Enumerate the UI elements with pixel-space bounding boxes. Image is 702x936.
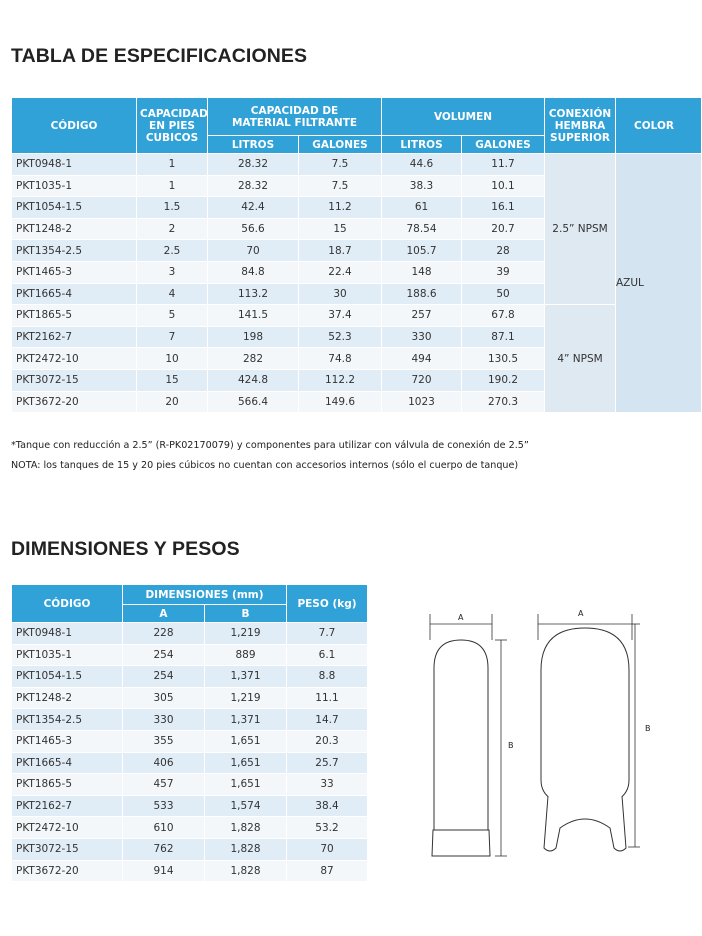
spec-cell-material-galones: 37.4 <box>299 305 382 327</box>
spec-cell-capacidad: 4 <box>137 283 208 305</box>
dims-cell-a: 610 <box>123 817 205 839</box>
spec-cell-volumen-litros: 494 <box>382 348 462 370</box>
dims-cell-codigo: PKT0948-1 <box>12 623 123 645</box>
dims-cell-codigo: PKT1865-5 <box>12 774 123 796</box>
dims-cell-codigo: PKT1465-3 <box>12 730 123 752</box>
spec-header-material-litros: LITROS <box>208 136 299 154</box>
dims-cell-b: 1,651 <box>205 752 287 774</box>
spec-cell-material-galones: 112.2 <box>299 369 382 391</box>
spec-cell-codigo: PKT1354-2.5 <box>12 240 137 262</box>
tank2-label-a: A <box>578 609 584 618</box>
dims-cell-codigo: PKT1354-2.5 <box>12 709 123 731</box>
spec-cell-capacidad: 20 <box>137 391 208 413</box>
tank2-legs <box>544 796 626 851</box>
dims-cell-b: 1,651 <box>205 774 287 796</box>
spec-cell-capacidad: 5 <box>137 305 208 327</box>
spec-cell-volumen-litros: 44.6 <box>382 154 462 176</box>
spec-cell-material-galones: 18.7 <box>299 240 382 262</box>
dims-cell-codigo: PKT3672-20 <box>12 860 123 882</box>
spec-cell-capacidad: 1.5 <box>137 197 208 219</box>
spec-cell-volumen-galones: 16.1 <box>462 197 545 219</box>
spec-header-conexion: CONEXIÓN HEMBRA SUPERIOR <box>545 98 616 154</box>
dims-table <box>11 584 368 882</box>
dims-cell-codigo: PKT2472-10 <box>12 817 123 839</box>
spec-header-volumen-litros: LITROS <box>382 136 462 154</box>
spec-cell-volumen-litros: 330 <box>382 326 462 348</box>
spec-cell-codigo: PKT1665-4 <box>12 283 137 305</box>
spec-row <box>12 305 702 327</box>
dims-row <box>12 687 368 709</box>
spec-cell-material-litros: 566.4 <box>208 391 299 413</box>
note-line-2: NOTA: los tanques de 15 y 20 pies cúbicos no cuentan con accesorios internos (sólo el cuerpo de tanque) <box>11 460 519 471</box>
dims-header-codigo: CÓDIGO <box>12 585 123 623</box>
tank1-label-a: A <box>458 613 464 622</box>
dims-cell-a: 355 <box>123 730 205 752</box>
dims-row <box>12 730 368 752</box>
notes <box>11 436 529 476</box>
spec-row <box>12 154 702 176</box>
spec-cell-capacidad: 15 <box>137 369 208 391</box>
tank2-body <box>541 628 629 806</box>
dims-cell-codigo: PKT1665-4 <box>12 752 123 774</box>
dims-section-title: DIMENSIONES Y PESOS <box>11 538 240 560</box>
spec-cell-capacidad: 10 <box>137 348 208 370</box>
tank1-body <box>434 640 488 830</box>
spec-cell-material-litros: 198 <box>208 326 299 348</box>
dims-cell-a: 330 <box>123 709 205 731</box>
dims-row <box>12 623 368 645</box>
spec-cell-codigo: PKT2472-10 <box>12 348 137 370</box>
dims-row <box>12 709 368 731</box>
spec-cell-volumen-galones: 87.1 <box>462 326 545 348</box>
dims-cell-peso: 7.7 <box>287 623 368 645</box>
dims-cell-b: 1,371 <box>205 666 287 688</box>
spec-cell-material-galones: 30 <box>299 283 382 305</box>
dims-cell-a: 533 <box>123 795 205 817</box>
spec-cell-material-litros: 56.6 <box>208 218 299 240</box>
dims-cell-b: 1,371 <box>205 709 287 731</box>
dims-cell-peso: 38.4 <box>287 795 368 817</box>
spec-cell-volumen-litros: 78.54 <box>382 218 462 240</box>
dims-row <box>12 644 368 666</box>
dims-cell-b: 1,574 <box>205 795 287 817</box>
spec-header-codigo: CÓDIGO <box>12 98 137 154</box>
spec-cell-volumen-litros: 188.6 <box>382 283 462 305</box>
spec-header-material: CAPACIDAD DE MATERIAL FILTRANTE <box>208 98 382 136</box>
dims-cell-a: 254 <box>123 666 205 688</box>
spec-cell-codigo: PKT3072-15 <box>12 369 137 391</box>
spec-cell-volumen-galones: 20.7 <box>462 218 545 240</box>
spec-cell-codigo: PKT1865-5 <box>12 305 137 327</box>
spec-cell-volumen-litros: 38.3 <box>382 175 462 197</box>
dims-cell-peso: 87 <box>287 860 368 882</box>
dims-cell-codigo: PKT1035-1 <box>12 644 123 666</box>
spec-header-volumen: VOLUMEN <box>382 98 545 136</box>
dims-cell-codigo: PKT1248-2 <box>12 687 123 709</box>
spec-cell-capacidad: 3 <box>137 261 208 283</box>
spec-cell-material-litros: 141.5 <box>208 305 299 327</box>
dims-header-b: B <box>205 605 287 623</box>
dims-cell-a: 914 <box>123 860 205 882</box>
dims-cell-a: 406 <box>123 752 205 774</box>
spec-header-volumen-galones: GALONES <box>462 136 545 154</box>
spec-cell-material-litros: 282 <box>208 348 299 370</box>
dims-cell-b: 1,219 <box>205 623 287 645</box>
dims-row <box>12 752 368 774</box>
spec-section-title: TABLA DE ESPECIFICACIONES <box>11 45 308 67</box>
spec-header-color: COLOR <box>616 98 702 154</box>
dims-cell-b: 1,651 <box>205 730 287 752</box>
dims-row <box>12 817 368 839</box>
dims-cell-peso: 53.2 <box>287 817 368 839</box>
spec-cell-material-litros: 113.2 <box>208 283 299 305</box>
spec-cell-codigo: PKT1465-3 <box>12 261 137 283</box>
dims-cell-b: 889 <box>205 644 287 666</box>
spec-cell-volumen-litros: 257 <box>382 305 462 327</box>
spec-cell-material-galones: 11.2 <box>299 197 382 219</box>
tank-diagram <box>410 600 660 870</box>
spec-cell-capacidad: 1 <box>137 175 208 197</box>
dims-cell-b: 1,828 <box>205 817 287 839</box>
spec-cell-material-galones: 149.6 <box>299 391 382 413</box>
dims-cell-a: 228 <box>123 623 205 645</box>
dims-cell-peso: 25.7 <box>287 752 368 774</box>
spec-cell-codigo: PKT1054-1.5 <box>12 197 137 219</box>
spec-cell-capacidad: 7 <box>137 326 208 348</box>
spec-cell-material-litros: 424.8 <box>208 369 299 391</box>
dims-cell-codigo: PKT2162-7 <box>12 795 123 817</box>
spec-cell-color: AZUL <box>616 154 702 413</box>
spec-cell-volumen-galones: 270.3 <box>462 391 545 413</box>
dims-header-peso: PESO (kg) <box>287 585 368 623</box>
spec-header-material-galones: GALONES <box>299 136 382 154</box>
spec-cell-volumen-litros: 61 <box>382 197 462 219</box>
dims-cell-peso: 11.1 <box>287 687 368 709</box>
spec-cell-volumen-galones: 28 <box>462 240 545 262</box>
dims-cell-peso: 33 <box>287 774 368 796</box>
spec-cell-material-litros: 28.32 <box>208 154 299 176</box>
dims-row <box>12 774 368 796</box>
tank1-base <box>432 830 490 856</box>
dims-cell-a: 254 <box>123 644 205 666</box>
spec-cell-codigo: PKT0948-1 <box>12 154 137 176</box>
tank1-label-b: B <box>508 741 514 750</box>
dims-cell-b: 1,219 <box>205 687 287 709</box>
spec-cell-material-galones: 7.5 <box>299 175 382 197</box>
spec-cell-volumen-galones: 67.8 <box>462 305 545 327</box>
dims-row <box>12 860 368 882</box>
note-line-1: *Tanque con reducción a 2.5” (R-PK02170079) y componentes para utilizar con válvula de conexión de 2.5” <box>11 440 529 451</box>
spec-cell-conexion-small: 2.5” NPSM <box>545 154 616 305</box>
spec-cell-volumen-galones: 10.1 <box>462 175 545 197</box>
dims-cell-a: 762 <box>123 838 205 860</box>
spec-cell-volumen-litros: 105.7 <box>382 240 462 262</box>
dims-cell-b: 1,828 <box>205 838 287 860</box>
spec-cell-codigo: PKT1248-2 <box>12 218 137 240</box>
spec-cell-material-litros: 42.4 <box>208 197 299 219</box>
dims-header-dimensiones: DIMENSIONES (mm) <box>123 585 287 605</box>
dims-cell-peso: 20.3 <box>287 730 368 752</box>
spec-cell-volumen-litros: 720 <box>382 369 462 391</box>
spec-cell-conexion-large: 4” NPSM <box>545 305 616 413</box>
dims-cell-peso: 14.7 <box>287 709 368 731</box>
spec-cell-material-litros: 70 <box>208 240 299 262</box>
dims-cell-b: 1,828 <box>205 860 287 882</box>
spec-cell-codigo: PKT1035-1 <box>12 175 137 197</box>
spec-header-capacidad: CAPACIDAD EN PIES CUBICOS <box>137 98 208 154</box>
spec-cell-capacidad: 2 <box>137 218 208 240</box>
spec-cell-codigo: PKT3672-20 <box>12 391 137 413</box>
spec-cell-material-galones: 74.8 <box>299 348 382 370</box>
dims-row <box>12 838 368 860</box>
dims-row <box>12 666 368 688</box>
spec-cell-volumen-litros: 1023 <box>382 391 462 413</box>
dims-row <box>12 795 368 817</box>
tank2-label-b: B <box>645 724 651 733</box>
dims-cell-a: 305 <box>123 687 205 709</box>
spec-cell-capacidad: 2.5 <box>137 240 208 262</box>
spec-cell-volumen-galones: 39 <box>462 261 545 283</box>
dims-cell-codigo: PKT1054-1.5 <box>12 666 123 688</box>
dims-cell-peso: 6.1 <box>287 644 368 666</box>
spec-cell-codigo: PKT2162-7 <box>12 326 137 348</box>
dims-cell-peso: 70 <box>287 838 368 860</box>
spec-cell-material-litros: 84.8 <box>208 261 299 283</box>
spec-cell-material-galones: 15 <box>299 218 382 240</box>
spec-cell-material-galones: 7.5 <box>299 154 382 176</box>
spec-cell-volumen-galones: 130.5 <box>462 348 545 370</box>
spec-cell-material-galones: 22.4 <box>299 261 382 283</box>
dims-cell-peso: 8.8 <box>287 666 368 688</box>
dims-cell-codigo: PKT3072-15 <box>12 838 123 860</box>
dims-header-a: A <box>123 605 205 623</box>
spec-cell-volumen-litros: 148 <box>382 261 462 283</box>
spec-table <box>11 97 702 413</box>
spec-cell-volumen-galones: 11.7 <box>462 154 545 176</box>
spec-cell-material-galones: 52.3 <box>299 326 382 348</box>
spec-cell-volumen-galones: 50 <box>462 283 545 305</box>
spec-cell-material-litros: 28.32 <box>208 175 299 197</box>
spec-cell-volumen-galones: 190.2 <box>462 369 545 391</box>
dims-cell-a: 457 <box>123 774 205 796</box>
spec-cell-capacidad: 1 <box>137 154 208 176</box>
